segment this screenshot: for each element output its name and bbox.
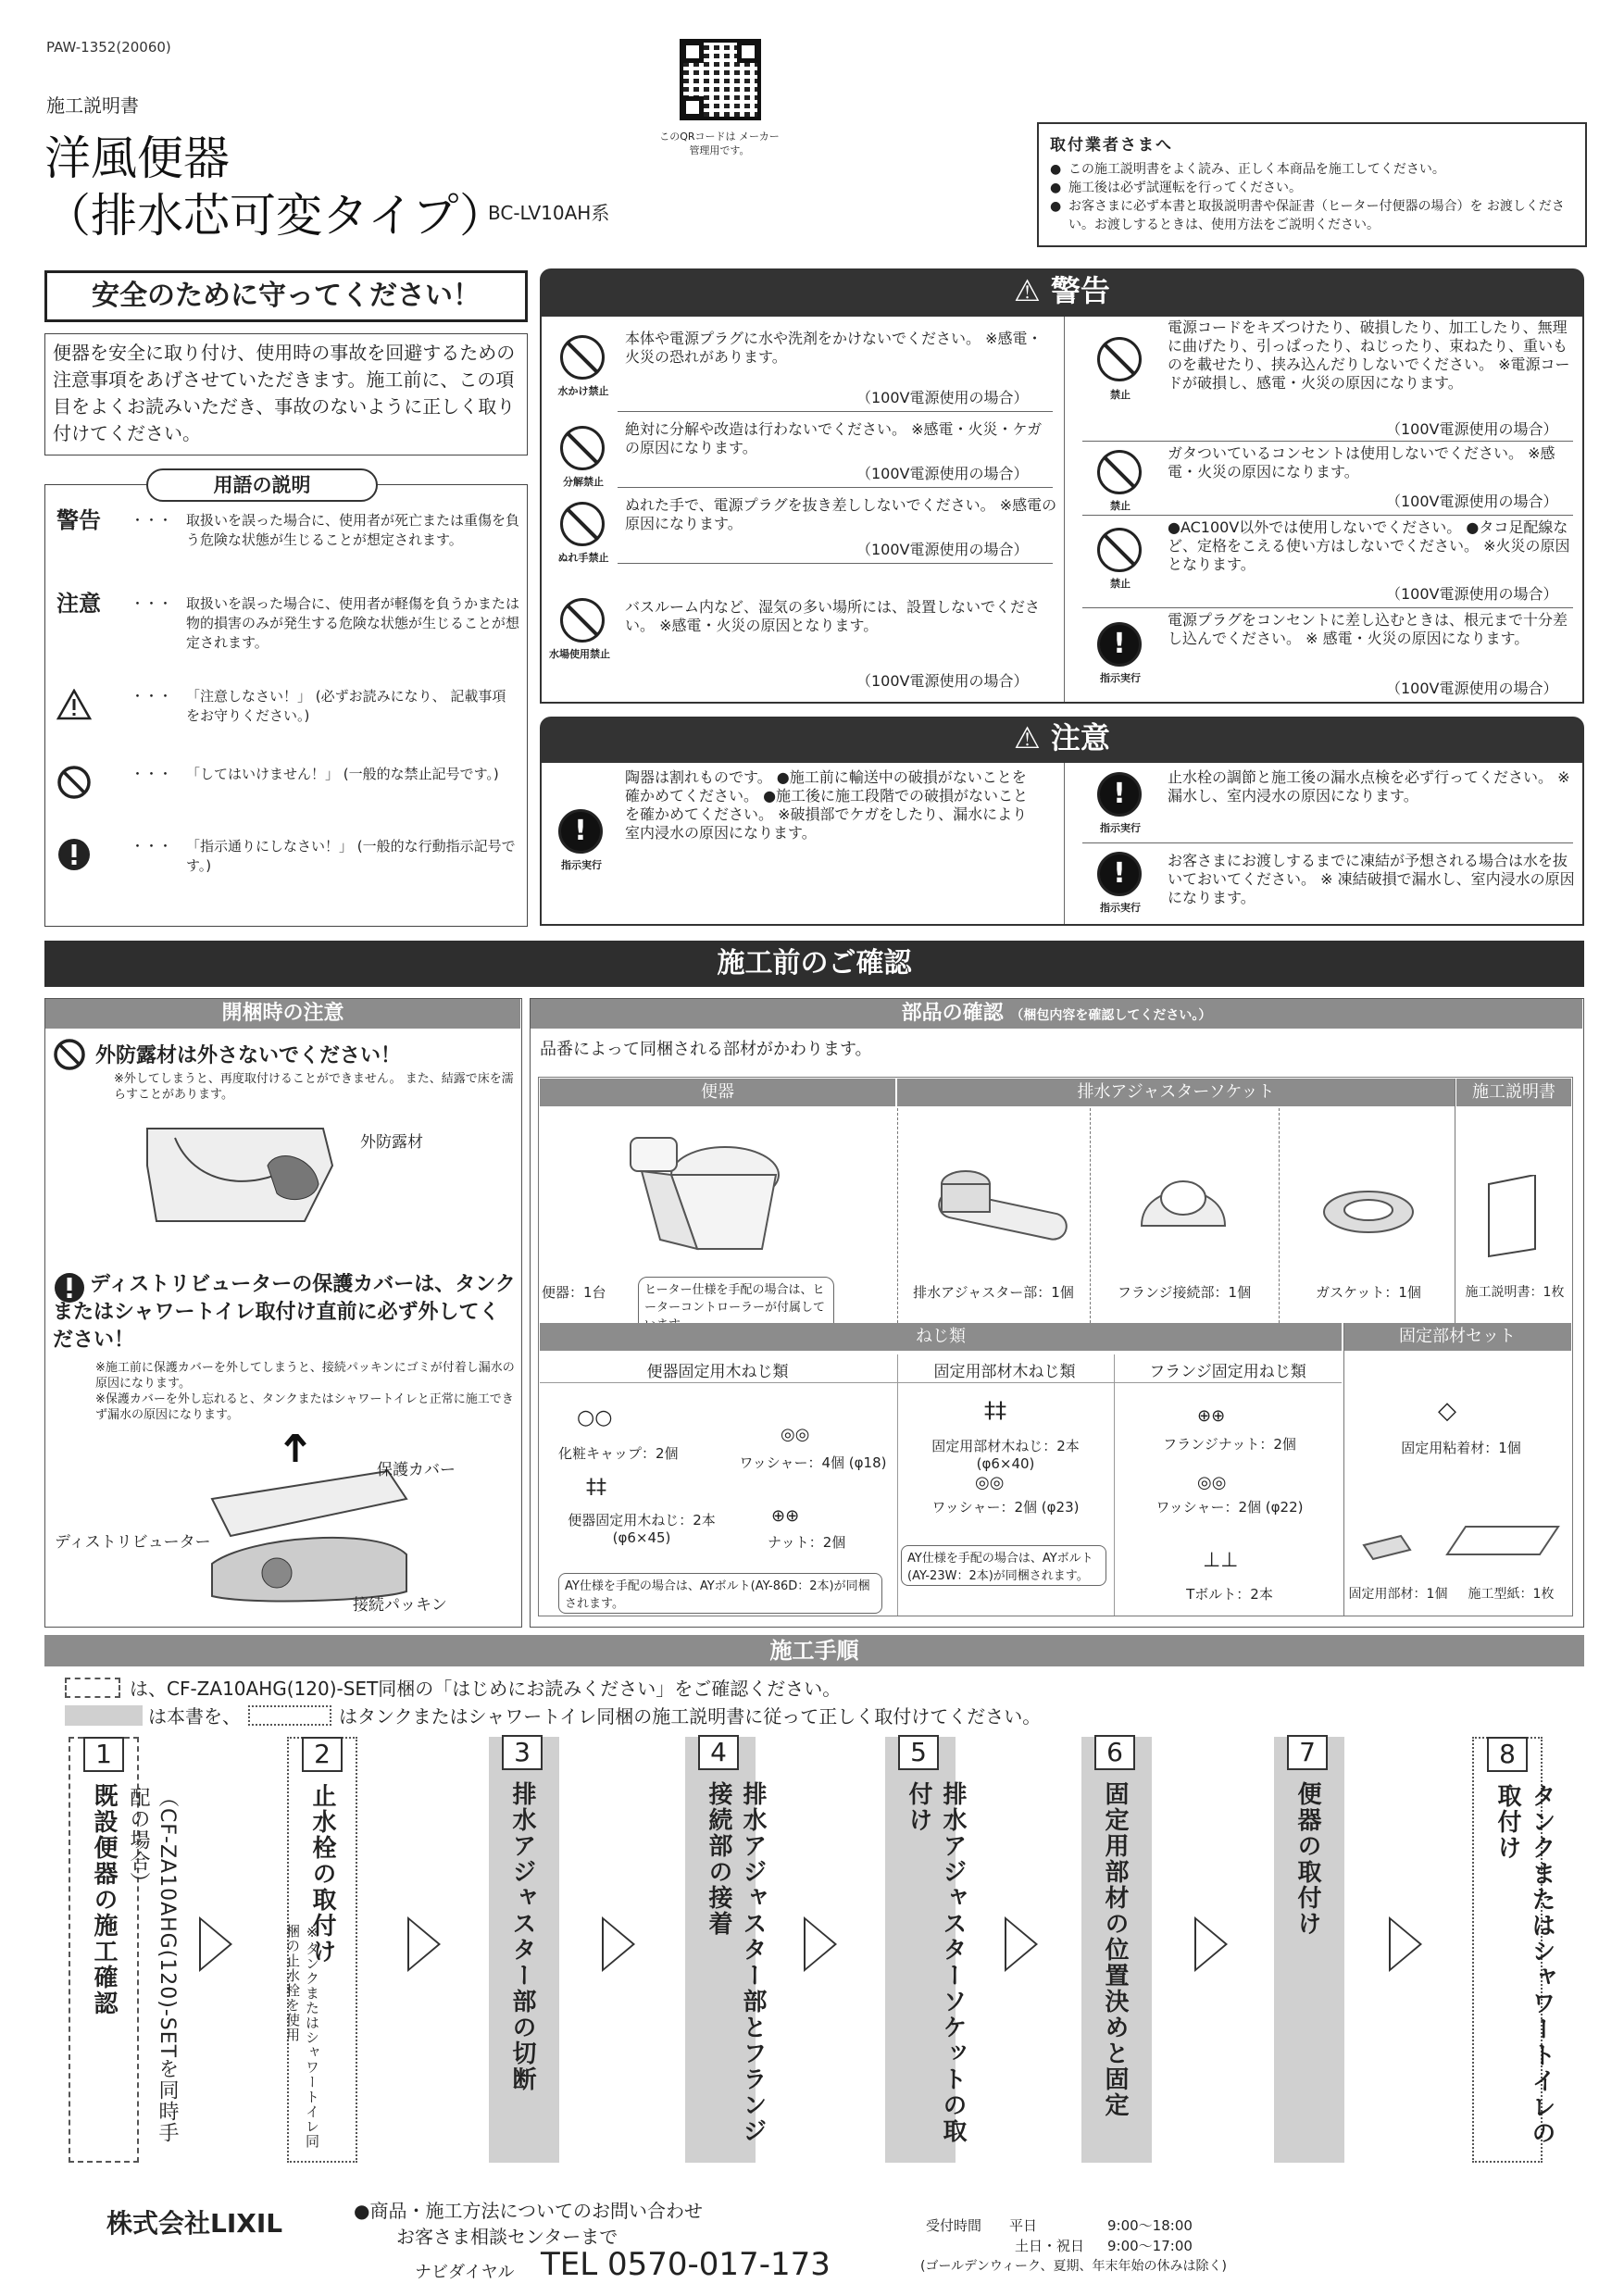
procedure-title: 施工手順 (44, 1635, 1584, 1666)
term-instruction: ・・・ 「指示通りにしなさい！」 (一般的な行動指示記号です。) (56, 837, 519, 892)
toilet-product-image (623, 1119, 781, 1258)
model-number: BC-LV10AH系 (488, 202, 610, 224)
terms-box (44, 484, 528, 927)
instruction-icon: ! (1097, 772, 1142, 817)
adjuster-image (910, 1147, 1077, 1258)
toilet-drawing (138, 1110, 360, 1249)
washer-icon: ◎◎ (781, 1425, 810, 1444)
term-attention: ・・・ 「注意しなさい！」 (必ずお読みになり、 記載事項をお守りください。) (56, 687, 519, 752)
distributor-note-2: ※保護カバーを外し忘れると、タンクまたはシャワートイレと正常に施工できず漏水の原因になります。 (95, 1392, 514, 1422)
term-caution: 注意 ・・・ 取扱いを誤った場合に、使用者が軽傷を負うかまたは物的損害のみが発生する危険な状態が生じることが想定されます。 (56, 591, 520, 651)
warning-text: 電源プラグをコンセントに差し込むときは、根元まで十分差し込んでください。 ※ 感電・火災の原因になります。 (1168, 611, 1568, 647)
caution-text: 陶器は割れものです。 ●施工前に輸送中の破損がないことを確かめてください。 ●施工後に施工段階での破損がないことを確かめてください。 ※破損部でケガをしたり、漏水により室内浸水の原因になります。 (625, 768, 1029, 842)
legend-2a: は本書を、 (148, 1705, 241, 1728)
prohibit-icon (56, 765, 92, 800)
inquiry-text: ●商品・施工方法についてのお問い合わせ (354, 2200, 704, 2222)
instruction-icon (56, 837, 92, 872)
precheck-title: 施工前のご確認 (44, 941, 1584, 987)
distributor-warning: ディストリビューターの保護カバーは、タンクまたはシャワートイレ取付け直前に必ず外してください！ (53, 1273, 516, 1352)
arrow-icon (602, 1916, 635, 1972)
installer-item: ● 施工後は必ず試運転を行ってください。 (1050, 179, 1574, 197)
warning-body: 水かけ禁止 本体や電源プラグに水や洗剤をかけないでください。 ※感電・火災の恐れがあります。 （100V電源使用の場合） 分解禁止 絶対に分解や改造は行わないでください。 ※感電・火災・ケガの原因になります。 （100V電源使用の場合） ぬれ手禁止 ぬれた手で、電源プラグを抜き差ししないでください。 ※感電の原因になります。 （100V電源使用の場合） 水場使用禁止 バスルーム内など、湿気の多い場所には、設置しないでください。 ※感電・火災の原因となります。 （100V電源使用の場合） 禁止 電源コードをキズつけたり、破損したり、加工したり、無理に曲げたり、引っぱったり、ねじったり、束ねたり、重いものを載せたり、挟み込んだりしないでください。 ※電源コードが破損し、感電・火災の原因になります。 （100V電源使用の場合） 禁止 ガタついているコンセントは使用しないでください。 ※感電・火災の原因になります。 （100V電源使用の場合） 禁止 ●AC100V以外では使用しないでください。 ●タコ足配線など、定格をこえる使い方はしないでください。 ※火災の原因となります。 （100V電源使用の場合） ! 指示実行 電源プラグをコンセントに差し込むときは、根元まで十分差し込んでください。 ※ 感電・火災の原因になります。 （100V電源使用の場合） (540, 315, 1584, 704)
page-title (44, 130, 506, 244)
warning-triangle-icon: ⚠ (1014, 720, 1041, 755)
instruction-icon: ! (1097, 852, 1142, 896)
caution-body: ! 指示実行 陶器は割れものです。 ●施工前に輸送中の破損がないことを確かめてください。 ●施工後に施工段階での破損がないことを確かめてください。 ※破損部でケガをしたり、漏水により室内浸水の原因になります。 ! 指示実行 止水栓の調節と施工後の漏水点検を必ず行ってください。 ※ 漏水し、室内浸水の原因になります。 ! 指示実行 お客さまにお渡しするまでに凍結が予想される場合は水を抜いておいてください。 ※ 凍結破損で漏水し、室内浸水の原因になります。 (540, 761, 1584, 926)
company-name: 株式会社LIXIL (106, 2208, 283, 2239)
step-1-note: （CF-ZA10AHG(120)-SETを同時手配の場合） (127, 1787, 179, 2144)
legend-1: は、CF-ZA10AHG(120)-SET同梱の「はじめにお読みください」をご確認ください。 (130, 1678, 842, 1700)
warning-text: ガタついているコンセントは使用しないでください。 ※感電・火災の原因になります。 (1168, 444, 1555, 480)
caution-header: ⚠ 注意 (540, 717, 1584, 761)
step-5: 5 排水アジャスターソケットの取付け (885, 1737, 956, 2163)
arrow-icon (1194, 1916, 1228, 1972)
fixing-parts-image (1355, 1517, 1568, 1564)
cap-icon: ○○ (577, 1406, 613, 1429)
holiday-note: (ゴールデンウィーク、夏期、年末年始の休みは除く) (920, 2259, 1227, 2274)
warning-text: 電源コードをキズつけたり、破損したり、加工したり、無理に曲げたり、引っぱったり、ねじったり、束ねたり、重いものを載せたり、挟み込んだりしないでください。 ※電源コードが破損し、感電・火災の原因になります。 (1168, 318, 1570, 392)
tbolt-icon: ⊥⊥ (1203, 1549, 1239, 1572)
unpack-warning: 外防露材は外さないでください！ (95, 1044, 402, 1067)
distributor-note-1: ※施工前に保護カバーを外してしまうと、接続パッキンにゴミが付着し漏水の原因になります。 (95, 1361, 515, 1391)
arrow-icon (407, 1916, 441, 1972)
installer-item: ● この施工説明書をよく読み、正しく本商品を施工してください。 (1050, 160, 1574, 179)
arrow-icon (199, 1916, 232, 1972)
document-type: 施工説明書 (46, 94, 139, 117)
no-water-icon (560, 335, 605, 380)
installer-title: 取付業者さまへ (1050, 136, 1173, 155)
nut-icon: ⊕⊕ (1197, 1406, 1226, 1426)
warning-text: バスルーム内など、湿気の多い場所には、設置しないでください。 ※感電・火災の原因となります。 (625, 598, 1041, 634)
nut-icon: ⊕⊕ (771, 1506, 800, 1526)
instruction-icon: ! (1097, 622, 1142, 667)
warning-text: ●AC100V以外では使用しないでください。 ●タコ足配線など、定格をこえる使い方はしないでください。 ※火災の原因となります。 (1168, 518, 1570, 573)
warning-text: 本体や電源プラグに水や洗剤をかけないでください。 ※感電・火災の恐れがあります。 (625, 330, 1043, 366)
distributor-label: ディストリビューター (55, 1533, 211, 1552)
safety-intro: 便器を安全に取り付け、使用時の事故を回避するための注意事項をあげさせていただきます。施工前に、この項目をよくお読みいただき、事故のないように正しく取り付けてください。 (44, 333, 528, 455)
document-code: PAW-1352(20060) (46, 39, 171, 56)
step-8: 8 タンクまたはシャワートイレの取付け (1472, 1737, 1543, 2163)
arrow-icon (1005, 1916, 1038, 1972)
legend-2b: はタンクまたはシャワートイレ同梱の施工説明書に従って正しく取付けてください。 (339, 1705, 1042, 1728)
warning-triangle-icon: ⚠ (1014, 273, 1041, 308)
no-wet-area-icon (560, 598, 605, 643)
adhesive-icon: ◇ (1438, 1397, 1456, 1425)
washer-icon: ◎◎ (975, 1473, 1005, 1492)
warning-header: ⚠ 警告 (540, 268, 1584, 315)
center-text: お客さま相談センターまで (396, 2226, 618, 2248)
gasket-image (1318, 1184, 1419, 1240)
parts-intro: 品番によって同梱される部材がかわります。 (540, 1040, 872, 1059)
step-4: 4 排水アジャスター部とフランジ接続部の接着 (685, 1737, 756, 2163)
terms-title: 用語の説明 (146, 468, 378, 502)
caution-text: 止水栓の調節と施工後の漏水点検を必ず行ってください。 ※ 漏水し、室内浸水の原因になります。 (1168, 768, 1570, 805)
term-prohibit: ・・・ 「してはいけません！」 (一般的な禁止記号です。) (56, 765, 519, 820)
warning-text: 絶対に分解や改造は行わないでください。 ※感電・火災・ケガの原因になります。 (625, 420, 1043, 456)
arrow-icon (1389, 1916, 1422, 1972)
screw-icon: ‡‡ (586, 1476, 606, 1499)
unpack-title: 開梱時の注意 (45, 999, 520, 1029)
washer-icon: ◎◎ (1197, 1473, 1227, 1492)
unpack-note: ※外してしまうと、再度取付けることができません。 また、結露で床を濡らすことがあります。 (114, 1072, 514, 1102)
step-7: 7 便器の取付け (1274, 1737, 1344, 2163)
arrow-icon (804, 1916, 837, 1972)
manual-image (1484, 1175, 1540, 1258)
warning-triangle-icon (56, 689, 92, 720)
phone-number: TEL 0570-017-173 (541, 2246, 831, 2283)
qr-note: このQRコードは メーカー管理用です。 (659, 131, 780, 156)
installer-item: ● お客さまに必ず本書と取扱説明書や保証書（ヒーター付便器の場合）を お渡しください。お渡しするときは、使用方法をご説明ください。 (1050, 197, 1574, 234)
instruction-icon: ! (558, 809, 603, 854)
no-disassembly-icon (560, 426, 605, 470)
qr-code-icon (680, 39, 761, 120)
title-line-1: 洋風便器 (44, 131, 230, 185)
caution-text: お客さまにお渡しするまでに凍結が予想される場合は水を抜いておいてください。 ※ 凍結破損で漏水し、室内浸水の原因になります。 (1168, 852, 1575, 906)
protect-cover-label: 保護カバー (377, 1461, 456, 1479)
unpack-panel (44, 998, 522, 1628)
cover-label: 外防露材 (360, 1133, 423, 1152)
step-3: 3 排水アジャスター部の切断 (489, 1737, 559, 2163)
packing-label: 接続パッキン (353, 1596, 447, 1615)
navi-label: ナビダイヤル (415, 2263, 515, 2282)
parts-title: 部品の確認 （梱包内容を確認してください。） (531, 999, 1582, 1029)
parts-panel: 部品の確認 （梱包内容を確認してください。） 品番によって同梱される部材がかわります。 便器 排水アジャスターソケット 施工説明書 便器：1台 ヒーター仕様を手配の場合は、ヒーターコントローラーが付属して 排水アジャスター部：1個 フランジ接続部：1個 ガスケット：1個 施工説明書：1枚 ねじ類 固定部材セット 便器固定用木ねじ類 固定用部材木ねじ類 フランジ固定用ねじ類 ○○ 化粧キャップ：2個 ◎◎ ワッシャー：4個 (φ18) ‡‡ 便器固定用木ねじ：2本 (φ6×45) ⊕⊕ ナット：2個 AY仕様を手配の場合は、AYボルト(AY-86D：2本)が同梱されます。 ‡‡ 固定用部材木ねじ：2本 (φ6×40) ◎◎ ワッシャー：2個 (φ23) AY仕様を手配の場合は、AYボルト(AY-23W：2本)が同梱されます。 ⊕⊕ フランジナット：2個 ◎◎ ワッシャー：2個 (φ22) ⊥⊥ Tボルト：2本 ◇ 固定用粘着材：1個 固定用部材：1個 施工型紙：1枚 (530, 998, 1584, 1628)
safety-title: 安全のために守ってください！ (44, 270, 528, 322)
prohibit-icon (53, 1038, 86, 1071)
step-6: 6 固定用部材の位置決めと固定 (1081, 1737, 1152, 2163)
title-line-2: （排水芯可変タイプ） (44, 189, 506, 243)
prohibit-icon (1097, 528, 1142, 572)
prohibit-icon (1097, 450, 1142, 494)
prohibit-icon (1097, 337, 1142, 381)
screw-icon: ‡‡ (984, 1397, 1006, 1423)
no-wet-hands-icon (560, 502, 605, 546)
warning-text: ぬれた手で、電源プラグを抜き差ししないでください。 ※感電の原因になります。 (625, 496, 1057, 532)
installer-notice (1037, 122, 1587, 247)
term-warning: 警告 ・・・ 取扱いを誤った場合に、使用者が死亡または重傷を負う危険な状態が生じることが想定されます。 (56, 507, 520, 548)
step-2: 2 止水栓の取付け ※タンクまたはシャワートイレ同梱の止水栓を使用 (287, 1737, 357, 2163)
flange-image (1132, 1161, 1234, 1244)
step-1: 1 既設便器の施工確認 (69, 1737, 139, 2163)
